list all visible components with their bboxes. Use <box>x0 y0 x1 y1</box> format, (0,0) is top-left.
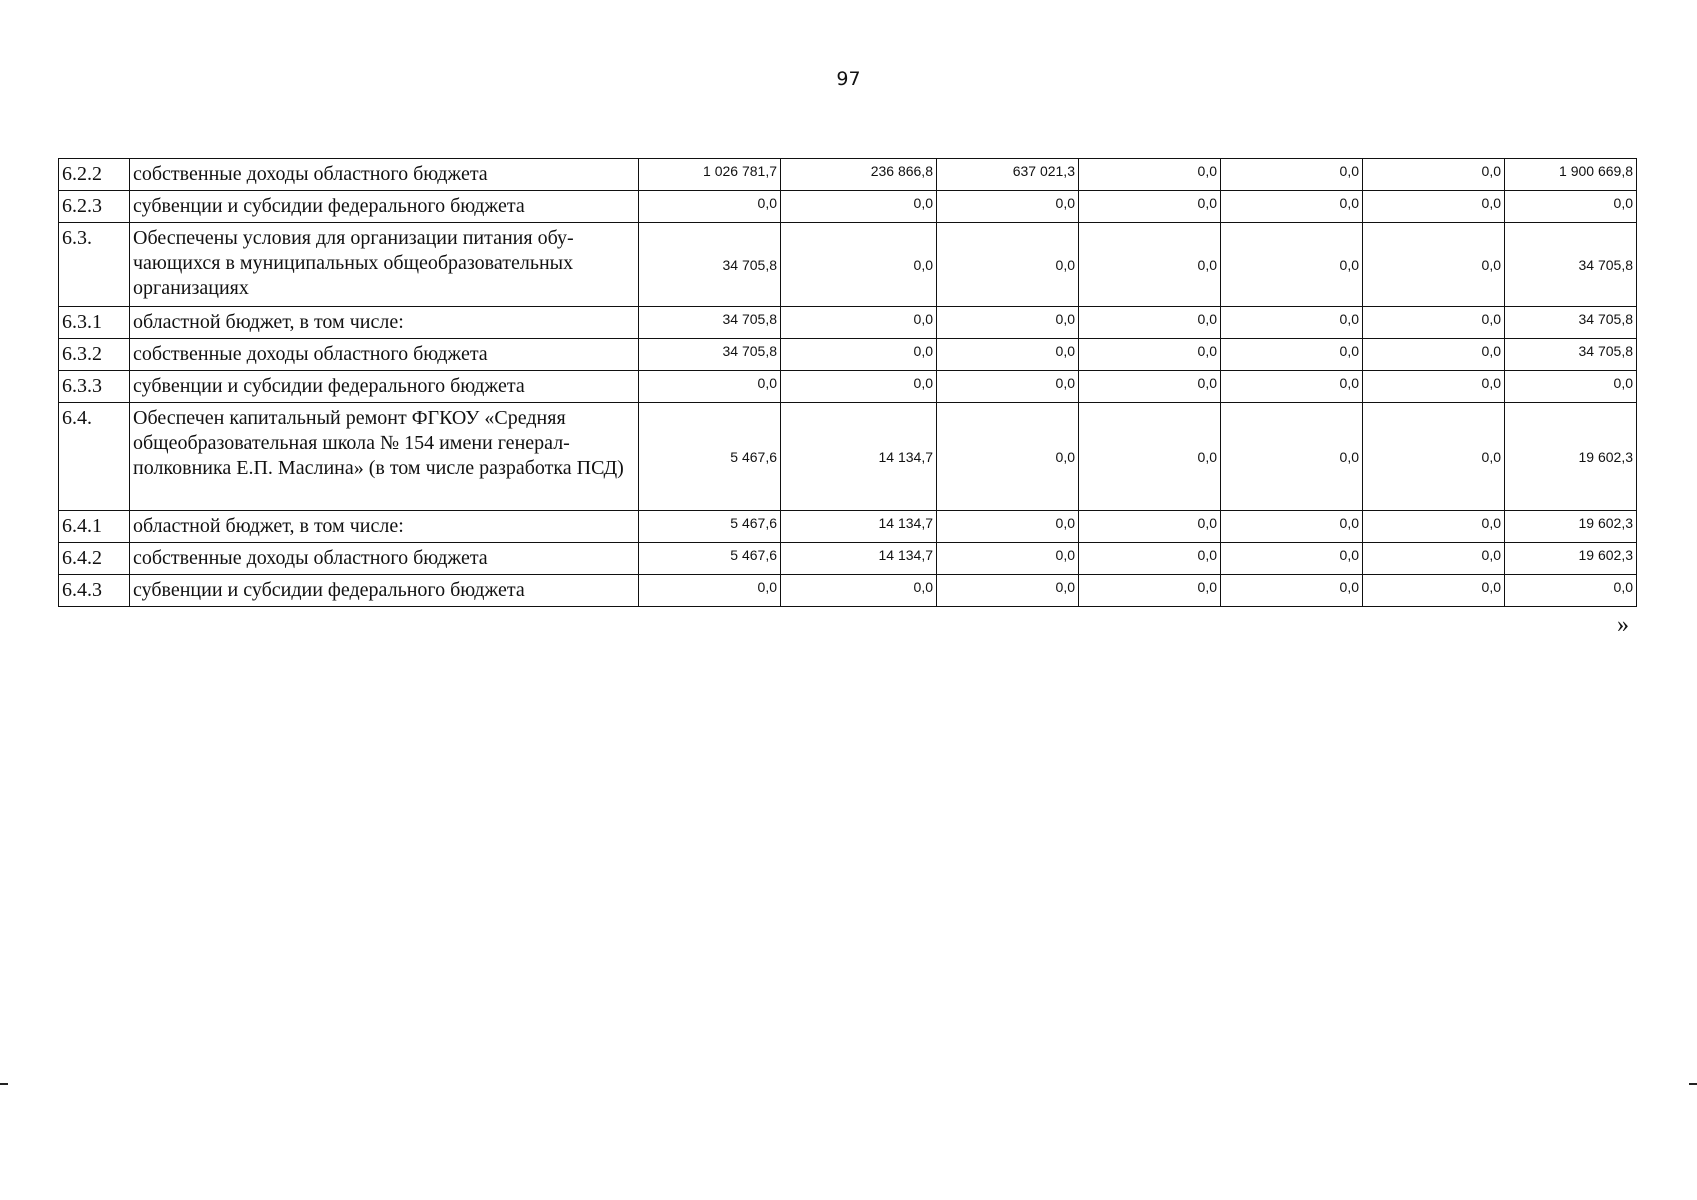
row-description: областной бюджет, в том числе: <box>130 511 639 543</box>
value-cell: 0,0 <box>937 223 1079 307</box>
value-cell: 0,0 <box>639 575 781 607</box>
value-cell: 0,0 <box>1363 371 1505 403</box>
value-cell: 0,0 <box>1363 403 1505 511</box>
value-cell: 0,0 <box>1363 159 1505 191</box>
row-code: 6.2.3 <box>59 191 130 223</box>
table-row <box>59 159 1637 191</box>
value-cell: 1 900 669,8 <box>1505 159 1637 191</box>
value-cell: 34 705,8 <box>1505 339 1637 371</box>
value-cell: 0,0 <box>781 307 937 339</box>
value-cell: 0,0 <box>1079 371 1221 403</box>
value-cell: 0,0 <box>937 575 1079 607</box>
row-code: 6.4.2 <box>59 543 130 575</box>
row-description: собственные доходы областного бюджета <box>130 339 639 371</box>
table-row <box>59 191 1637 223</box>
row-code: 6.3.1 <box>59 307 130 339</box>
table-row <box>59 307 1637 339</box>
value-cell: 0,0 <box>1079 403 1221 511</box>
row-description: Обеспечены условия для организации питания обу-чающихся в муниципальных общеобразовательных организациях <box>130 223 639 307</box>
value-cell: 0,0 <box>1221 543 1363 575</box>
value-cell: 0,0 <box>639 191 781 223</box>
value-cell: 0,0 <box>1363 575 1505 607</box>
row-code: 6.4.3 <box>59 575 130 607</box>
row-description: собственные доходы областного бюджета <box>130 159 639 191</box>
value-cell: 0,0 <box>937 191 1079 223</box>
table-row <box>59 575 1637 607</box>
value-cell: 0,0 <box>1221 339 1363 371</box>
value-cell: 0,0 <box>1505 191 1637 223</box>
value-cell: 19 602,3 <box>1505 403 1637 511</box>
value-cell: 0,0 <box>781 339 937 371</box>
table-row <box>59 339 1637 371</box>
row-description: субвенции и субсидии федерального бюджета <box>130 191 639 223</box>
value-cell: 0,0 <box>937 307 1079 339</box>
value-cell: 34 705,8 <box>639 307 781 339</box>
row-code: 6.4. <box>59 403 130 511</box>
page-number: 97 <box>836 68 861 90</box>
value-cell: 0,0 <box>1221 191 1363 223</box>
table-body <box>59 159 1637 607</box>
budget-table <box>58 158 1637 607</box>
row-code: 6.2.2 <box>59 159 130 191</box>
row-description: Обеспечен капитальный ремонт ФГКОУ «Средняя общеобразовательная школа № 154 имени генерал-полковника Е.П. Маслина» (в том числе разработка ПСД) <box>130 403 639 511</box>
value-cell: 0,0 <box>1363 191 1505 223</box>
row-code: 6.3.2 <box>59 339 130 371</box>
value-cell: 0,0 <box>1079 159 1221 191</box>
value-cell: 34 705,8 <box>639 339 781 371</box>
table-row <box>59 543 1637 575</box>
row-code: 6.4.1 <box>59 511 130 543</box>
table-row <box>59 223 1637 307</box>
value-cell: 1 026 781,7 <box>639 159 781 191</box>
value-cell: 0,0 <box>781 575 937 607</box>
value-cell: 0,0 <box>1363 339 1505 371</box>
value-cell: 34 705,8 <box>639 223 781 307</box>
value-cell: 637 021,3 <box>937 159 1079 191</box>
value-cell: 14 134,7 <box>781 511 937 543</box>
value-cell: 34 705,8 <box>1505 223 1637 307</box>
value-cell: 0,0 <box>1079 191 1221 223</box>
value-cell: 19 602,3 <box>1505 543 1637 575</box>
value-cell: 0,0 <box>1221 511 1363 543</box>
value-cell: 0,0 <box>1221 223 1363 307</box>
value-cell: 236 866,8 <box>781 159 937 191</box>
value-cell: 0,0 <box>937 403 1079 511</box>
value-cell: 0,0 <box>1221 159 1363 191</box>
value-cell: 0,0 <box>1079 307 1221 339</box>
value-cell: 0,0 <box>1505 371 1637 403</box>
row-code: 6.3. <box>59 223 130 307</box>
value-cell: 0,0 <box>937 511 1079 543</box>
value-cell: 0,0 <box>1079 339 1221 371</box>
value-cell: 0,0 <box>1363 307 1505 339</box>
row-description: собственные доходы областного бюджета <box>130 543 639 575</box>
value-cell: 5 467,6 <box>639 403 781 511</box>
value-cell: 0,0 <box>639 371 781 403</box>
value-cell: 0,0 <box>781 191 937 223</box>
table-row <box>59 511 1637 543</box>
value-cell: 0,0 <box>1079 543 1221 575</box>
value-cell: 0,0 <box>1079 575 1221 607</box>
value-cell: 19 602,3 <box>1505 511 1637 543</box>
value-cell: 34 705,8 <box>1505 307 1637 339</box>
value-cell: 0,0 <box>781 223 937 307</box>
value-cell: 14 134,7 <box>781 403 937 511</box>
table-row <box>59 371 1637 403</box>
value-cell: 0,0 <box>937 371 1079 403</box>
value-cell: 5 467,6 <box>639 511 781 543</box>
value-cell: 14 134,7 <box>781 543 937 575</box>
row-description: субвенции и субсидии федерального бюджета <box>130 575 639 607</box>
scan-mark-right <box>1689 1083 1697 1085</box>
value-cell: 0,0 <box>937 543 1079 575</box>
value-cell: 0,0 <box>1505 575 1637 607</box>
row-description: областной бюджет, в том числе: <box>130 307 639 339</box>
value-cell: 0,0 <box>1363 511 1505 543</box>
row-code: 6.3.3 <box>59 371 130 403</box>
value-cell: 0,0 <box>1221 575 1363 607</box>
row-description: субвенции и субсидии федерального бюджета <box>130 371 639 403</box>
end-quote-mark: » <box>1617 612 1629 638</box>
value-cell: 0,0 <box>781 371 937 403</box>
table-row <box>59 403 1637 511</box>
value-cell: 0,0 <box>1363 543 1505 575</box>
scan-mark-left <box>0 1083 8 1085</box>
value-cell: 0,0 <box>1079 223 1221 307</box>
value-cell: 0,0 <box>1079 511 1221 543</box>
value-cell: 0,0 <box>1221 403 1363 511</box>
value-cell: 0,0 <box>1221 371 1363 403</box>
value-cell: 0,0 <box>1363 223 1505 307</box>
value-cell: 0,0 <box>1221 307 1363 339</box>
value-cell: 5 467,6 <box>639 543 781 575</box>
value-cell: 0,0 <box>937 339 1079 371</box>
